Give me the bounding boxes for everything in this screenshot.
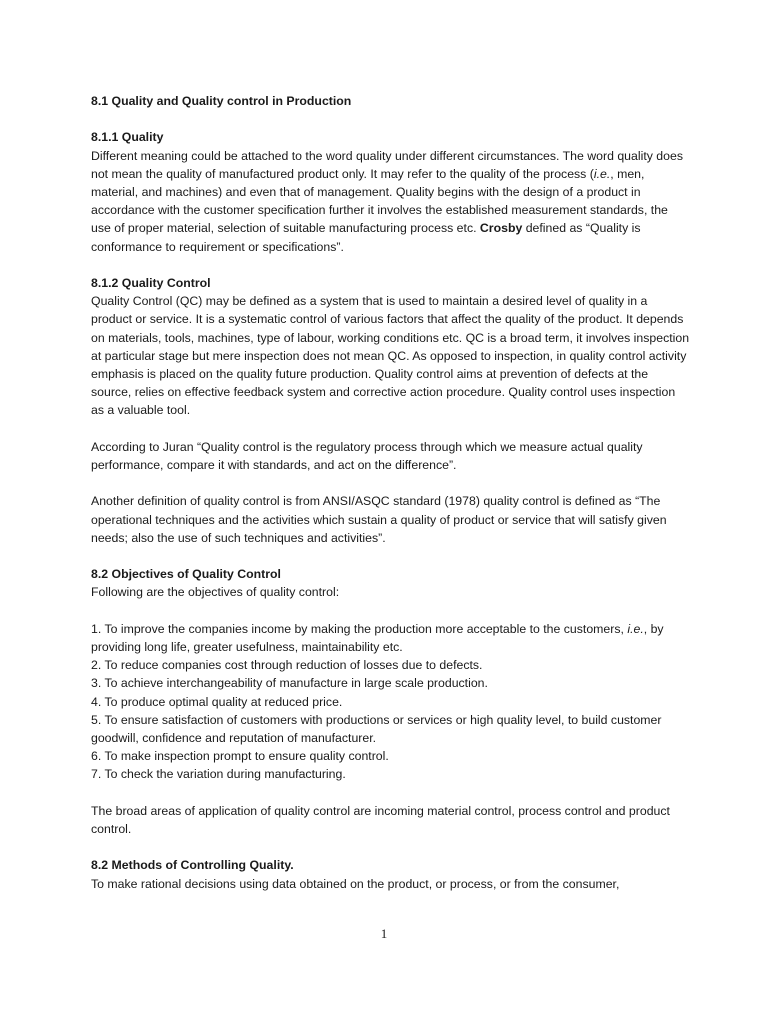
list-item: 4. To produce optimal quality at reduced price.	[91, 694, 343, 709]
quality-control-paragraph: Quality Control (QC) may be defined as a system that is used to maintain a desired level of quality in a product or service. It is a systematic control of various factors that affect the quality of the product. It depends on materials, tools, machines, type of labour, working conditions etc. QC is a broad term, it involves inspection at particular stage but mere inspection does not mean QC. As opposed to inspection, in quality control activity emphasis is placed on the quality future production. Quality control aims at prevention of defects at the source, relies on effective feedback system and corrective action procedure. Quality control uses inspection as a valuable tool.	[91, 294, 690, 418]
document-body	[91, 92, 691, 893]
page-number: 1	[380, 926, 388, 941]
objectives-intro: Following are the objectives of quality control:	[91, 585, 340, 600]
juran-paragraph: According to Juran “Quality control is the regulatory process through which we measure actual quality performance, compare it with standards, and act on the difference”.	[91, 439, 643, 473]
section-heading-quality-control: 8.1.2 Quality Control	[91, 276, 211, 290]
list-item: 6. To make inspection prompt to ensure quality control.	[91, 749, 389, 764]
section-heading-methods: 8.2 Methods of Controlling Quality.	[91, 858, 294, 873]
objectives-list	[91, 620, 691, 784]
section-quality	[91, 128, 691, 255]
list-item: 3. To achieve interchangeability of manufacture in large scale production.	[91, 676, 488, 691]
section-heading-quality: 8.1.1 Quality	[91, 130, 164, 145]
methods-paragraph: To make rational decisions using data obtained on the product, or process, or from the consumer,	[91, 876, 620, 891]
broad-areas-paragraph: The broad areas of application of quality control are incoming material control, process control and product control.	[91, 803, 670, 837]
list-item: 7. To check the variation during manufacturing.	[91, 767, 346, 782]
quality-paragraph: Different meaning could be attached to the word quality under different circumstances. The word quality does not mean the quality of manufactured product only. It may refer to the quality of the process (i.e., men, material, and machines) and even that of management. Quality begins with the design of a product in accordance with the customer specification further it involves the established measurement standards, the use of proper material, selection of suitable manufacturing process etc. Crosby defined as “Quality is conformance to requirement or specifications”.	[91, 148, 683, 254]
list-item: 1. To improve the companies income by making the production more acceptable to the customers, i.e., by providing long life, greater usefulness, maintainability etc.	[91, 621, 664, 654]
ansi-paragraph: Another definition of quality control is from ANSI/ASQC standard (1978) quality control is defined as “The operational techniques and the activities which sustain a quality of product or service that will satisfy given needs; also the use of such techniques and activities”.	[91, 494, 667, 545]
page-title: 8.1 Quality and Quality control in Production	[91, 94, 352, 108]
section-methods	[91, 856, 691, 892]
section-heading-objectives: 8.2 Objectives of Quality Control	[91, 567, 281, 582]
section-quality-control	[91, 274, 691, 547]
list-item: 5. To ensure satisfaction of customers with productions or services or high quality level, to build customer goodwill, confidence and reputation of manufacturer.	[91, 712, 662, 746]
section-objectives	[91, 565, 691, 838]
list-item: 2. To reduce companies cost through reduction of losses due to defects.	[91, 658, 483, 673]
